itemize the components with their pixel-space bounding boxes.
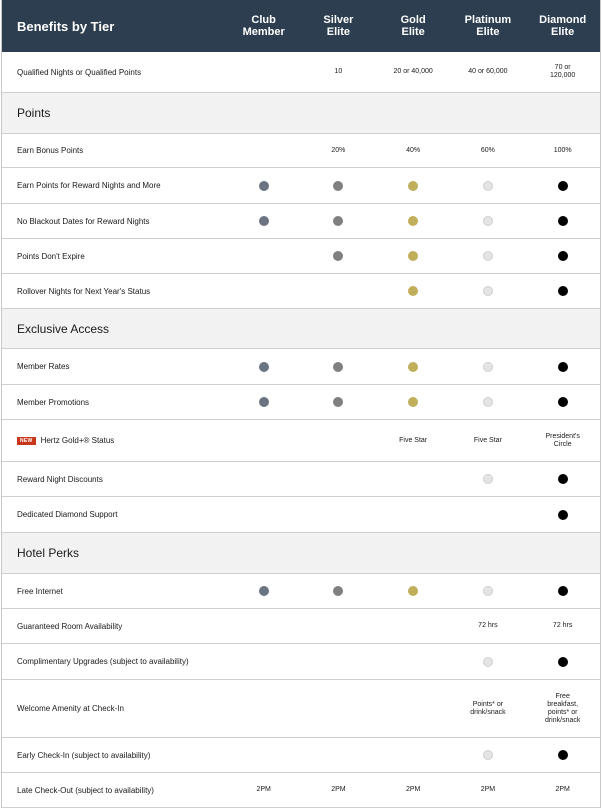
- diamond-included-dot: [558, 181, 568, 191]
- benefit-label-cell: [2, 68, 226, 77]
- tier-cell-platinum: [451, 181, 526, 191]
- benefit-label-cell: [2, 751, 226, 760]
- table-row: [2, 204, 600, 239]
- gold-included-dot: [408, 586, 418, 596]
- table-row: [2, 680, 600, 738]
- table-title: Benefits by Tier: [17, 18, 115, 34]
- tier-cell-silver: 20%: [331, 146, 346, 154]
- platinum-included-dot: [483, 657, 493, 667]
- platinum-included-dot: [483, 397, 493, 407]
- tier-cell-diamond: [525, 657, 600, 667]
- table-row: [2, 497, 600, 533]
- benefit-label-cell: [2, 252, 226, 261]
- gold-included-dot: [408, 286, 418, 296]
- new-badge: NEW: [17, 437, 36, 445]
- silver-included-dot: [333, 181, 343, 191]
- tier-cell-gold: [376, 286, 451, 296]
- table-row: [2, 738, 600, 773]
- gold-included-dot: [408, 181, 418, 191]
- club-included-dot: [259, 181, 269, 191]
- tier-cell-silver: [301, 397, 376, 407]
- diamond-included-dot: [558, 397, 568, 407]
- tier-cell-diamond: Free breakfast, points* or drink/snack: [544, 692, 581, 724]
- tier-cell-gold: [376, 586, 451, 596]
- tier-cell-diamond: [525, 181, 600, 191]
- tier-cell-diamond: 100%: [553, 146, 572, 154]
- tier-header-gold: Gold Elite: [400, 14, 426, 38]
- platinum-included-dot: [483, 586, 493, 596]
- table-row: [2, 462, 600, 497]
- table-header: [2, 0, 600, 52]
- tier-cell-platinum: [451, 216, 526, 226]
- tier-cell-platinum: [451, 362, 526, 372]
- gold-included-dot: [408, 362, 418, 372]
- tier-cell-platinum: [451, 586, 526, 596]
- tier-cell-platinum: [451, 397, 526, 407]
- tier-cell-platinum: 2PM: [480, 786, 496, 793]
- diamond-included-dot: [558, 510, 568, 520]
- table-row: [2, 168, 600, 204]
- benefit-label-cell: [2, 436, 226, 445]
- diamond-included-dot: [558, 657, 568, 667]
- benefit-label-cell: [2, 287, 226, 296]
- club-included-dot: [259, 586, 269, 596]
- platinum-included-dot: [483, 750, 493, 760]
- benefit-label: Late Check-Out (subject to availability): [17, 785, 154, 795]
- platinum-included-dot: [483, 362, 493, 372]
- benefit-label-cell: [2, 622, 226, 631]
- benefit-label-cell: [2, 657, 226, 666]
- benefit-label-cell: [2, 181, 226, 190]
- tier-cell-diamond: [525, 286, 600, 296]
- tier-cell-gold: Five Star: [399, 436, 428, 444]
- tier-cell-gold: [376, 362, 451, 372]
- tier-cell-diamond: 72 hrs: [552, 622, 573, 629]
- tier-cell-gold: [376, 397, 451, 407]
- tier-cell-gold: [376, 181, 451, 191]
- benefit-label: Qualified Nights or Qualified Points: [17, 67, 142, 77]
- platinum-included-dot: [483, 181, 493, 191]
- table-row: [2, 52, 600, 93]
- tier-cell-silver: [301, 181, 376, 191]
- tier-cell-platinum: Five Star: [473, 436, 502, 444]
- tier-cell-platinum: [451, 474, 526, 484]
- tier-cell-diamond: [525, 216, 600, 226]
- table-row: [2, 239, 600, 274]
- benefit-label: Rollover Nights for Next Year's Status: [17, 286, 151, 296]
- gold-included-dot: [408, 251, 418, 261]
- silver-included-dot: [333, 397, 343, 407]
- table-body: [2, 52, 600, 808]
- diamond-included-dot: [558, 750, 568, 760]
- diamond-included-dot: [558, 286, 568, 296]
- benefit-label-cell: [2, 587, 226, 596]
- benefit-label: Early Check-In (subject to availability): [17, 750, 151, 760]
- club-included-dot: [259, 362, 269, 372]
- benefit-label: Dedicated Diamond Support: [17, 510, 118, 519]
- tier-cell-gold: 2PM: [405, 786, 421, 793]
- diamond-included-dot: [558, 474, 568, 484]
- benefit-label-cell: [2, 510, 226, 519]
- table-row: [2, 134, 600, 168]
- benefits-table: [1, 0, 601, 808]
- tier-cell-diamond: [525, 586, 600, 596]
- benefit-label: Member Rates: [17, 362, 70, 371]
- tier-header-club: Club Member: [242, 14, 285, 38]
- tier-cell-gold: [376, 251, 451, 261]
- tier-cell-platinum: [451, 286, 526, 296]
- tier-cell-diamond: [525, 510, 600, 520]
- table-row: [2, 644, 600, 680]
- platinum-included-dot: [483, 251, 493, 261]
- club-included-dot: [259, 397, 269, 407]
- tier-cell-gold: [376, 216, 451, 226]
- benefit-label-cell: [2, 362, 226, 371]
- gold-included-dot: [408, 216, 418, 226]
- platinum-included-dot: [483, 474, 493, 484]
- tier-cell-club: [226, 362, 301, 372]
- table-row: [2, 609, 600, 644]
- benefit-label-cell: [2, 146, 226, 155]
- benefit-label: Complimentary Upgrades (subject to availability): [17, 657, 189, 666]
- tier-cell-club: [226, 216, 301, 226]
- tier-header-diamond: Diamond Elite: [539, 14, 587, 38]
- tier-cell-club: [226, 586, 301, 596]
- tier-cell-platinum: Points* or drink/snack: [470, 700, 506, 716]
- tier-cell-diamond: 70 or 120,000: [550, 64, 576, 79]
- benefit-label: Earn Bonus Points: [17, 146, 84, 155]
- tier-cell-platinum: 72 hrs: [478, 622, 498, 629]
- gold-included-dot: [408, 397, 418, 407]
- benefit-label-cell: [2, 704, 226, 713]
- benefit-label: Free Internet: [17, 586, 63, 596]
- tier-cell-platinum: 60%: [480, 146, 495, 154]
- benefit-label: Reward Night Discounts: [17, 474, 103, 484]
- benefit-label: Points Don't Expire: [17, 251, 85, 261]
- diamond-included-dot: [558, 251, 568, 261]
- table-row: [2, 274, 600, 309]
- diamond-included-dot: [558, 362, 568, 372]
- tier-cell-diamond: [525, 362, 600, 372]
- benefit-label-cell: [2, 475, 226, 484]
- tier-header-silver: Silver Elite: [323, 14, 354, 38]
- section-header: Exclusive Access: [2, 309, 600, 349]
- silver-included-dot: [333, 586, 343, 596]
- diamond-included-dot: [558, 586, 568, 596]
- table-row: [2, 349, 600, 385]
- benefit-label: Earn Points for Reward Nights and More: [17, 181, 161, 190]
- benefit-label: Guaranteed Room Availability: [17, 621, 123, 631]
- tier-cell-diamond: [525, 251, 600, 261]
- tier-cell-silver: [301, 586, 376, 596]
- silver-included-dot: [333, 216, 343, 226]
- table-row: [2, 385, 600, 420]
- tier-cell-gold: 20 or 40,000: [393, 68, 433, 75]
- platinum-included-dot: [483, 216, 493, 226]
- tier-cell-club: 2PM: [256, 786, 271, 793]
- tier-cell-club: [226, 397, 301, 407]
- tier-cell-silver: [301, 216, 376, 226]
- tier-cell-platinum: 40 or 60,000: [468, 68, 508, 75]
- tier-cell-silver: 2PM: [331, 786, 346, 793]
- benefit-label: Hertz Gold+® Status: [40, 436, 115, 445]
- club-included-dot: [259, 216, 269, 226]
- tier-cell-diamond: President's Circle: [545, 432, 580, 448]
- benefit-label-cell: [2, 217, 226, 226]
- silver-included-dot: [333, 362, 343, 372]
- tier-cell-silver: [301, 362, 376, 372]
- tier-cell-diamond: 2PM: [555, 786, 570, 793]
- tier-cell-platinum: [451, 750, 526, 760]
- tier-cell-silver: [301, 251, 376, 261]
- diamond-included-dot: [558, 216, 568, 226]
- tier-header-platinum: Platinum Elite: [464, 14, 512, 38]
- benefit-label: No Blackout Dates for Reward Nights: [17, 216, 150, 226]
- benefit-label-cell: [2, 786, 226, 795]
- section-header: Points: [2, 93, 600, 134]
- silver-included-dot: [333, 251, 343, 261]
- benefit-label: Member Promotions: [17, 397, 90, 407]
- table-row: [2, 574, 600, 609]
- tier-cell-diamond: [525, 750, 600, 760]
- tier-cell-gold: 40%: [406, 146, 421, 154]
- table-row: [2, 773, 600, 808]
- benefit-label-cell: [2, 398, 226, 407]
- section-header: Hotel Perks: [2, 533, 600, 574]
- tier-cell-diamond: [525, 397, 600, 407]
- tier-cell-platinum: [451, 251, 526, 261]
- tier-cell-diamond: [525, 474, 600, 484]
- tier-cell-platinum: [451, 657, 526, 667]
- benefit-label: Welcome Amenity at Check-In: [17, 704, 125, 713]
- tier-cell-club: [226, 181, 301, 191]
- table-row: [2, 420, 600, 462]
- platinum-included-dot: [483, 286, 493, 296]
- tier-cell-silver: 10: [334, 68, 343, 75]
